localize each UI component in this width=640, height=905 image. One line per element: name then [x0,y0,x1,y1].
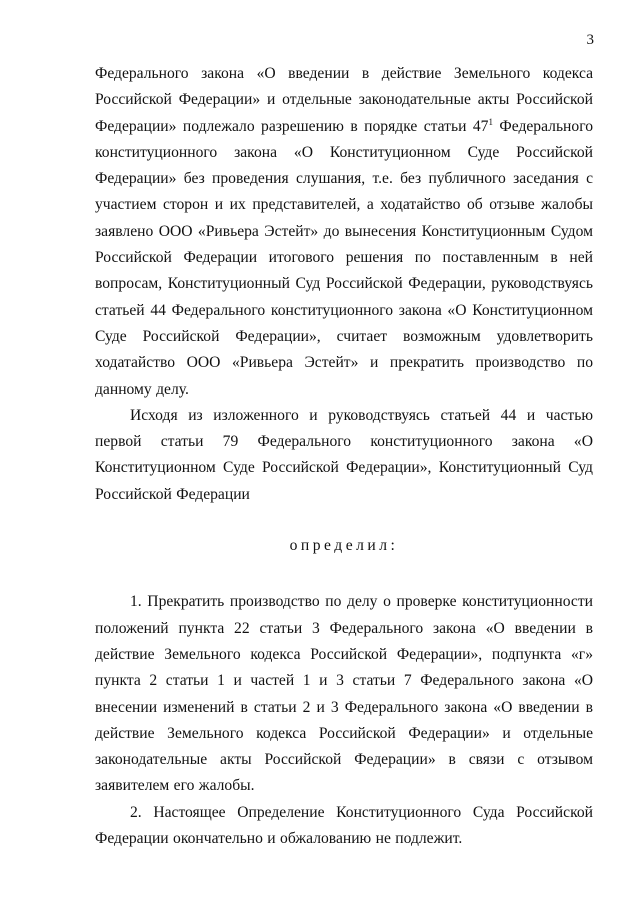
decision-item-2: 2. Настоящее Определение Конституционного Суда Российской Федерации окончательно и обжалованию не подлежит. [95,803,593,848]
paragraph-text-part-2: Федерального конституционного закона «О Конституционном Суде Российской Федерации» без проведения слушания, т.е. без публичного заседания с участием сторон и их представителей, а ходатайство об отзыве жалобы заявлено ООО «Ривьера Эстейт» до вынесения Конституционным Судом Российской Федерации итогового решения по поставленным в ней вопросам, Конституционный Суд Российской Федерации, руководствуясь статьей 44 Федерального конституционного закона «О Конституционном Суде Российской Федерации», считает возможным удовлетворить ходатайство ООО «Ривьера Эстейт» и прекратить производство по данному делу. [95,117,594,398]
paragraph-reasoning: Исходя из изложенного и руководствуясь статьей 44 и частью первой статьи 79 Федерального конституционного закона «О Конституционном Суде Российской Федерации», Конституционный Суд Российской Федерации [95,406,593,503]
paragraph-continuation [95,61,593,403]
page-number: 3 [586,32,594,48]
decision-item-1: 1. Прекратить производство по делу о проверке конституционности положений пункта 22 статьи 3 Федерального закона «О введении в действие Земельного кодекса Российской Федерации», подпункта «г» пункта 2 статьи 1 и частей 1 и 3 статьи 7 Федерального закона «О внесении изменений в статьи 2 и 3 Федерального закона «О введении в действие Земельного кодекса Российской Федерации» и отдельные законодательные акты Российской Федерации» в связи с отзывом заявителем его жалобы. [95,593,593,795]
document-body [95,61,593,852]
paragraph-text-part-1: Федерального закона «О введении в действие Земельного кодекса Российской Федерации» и отдельные законодательные акты Российской Федерации» подлежало разрешению в порядке статьи 47 [95,65,593,135]
decision-heading: определил: [289,537,399,555]
superscript-article-number: 1 [488,116,493,127]
